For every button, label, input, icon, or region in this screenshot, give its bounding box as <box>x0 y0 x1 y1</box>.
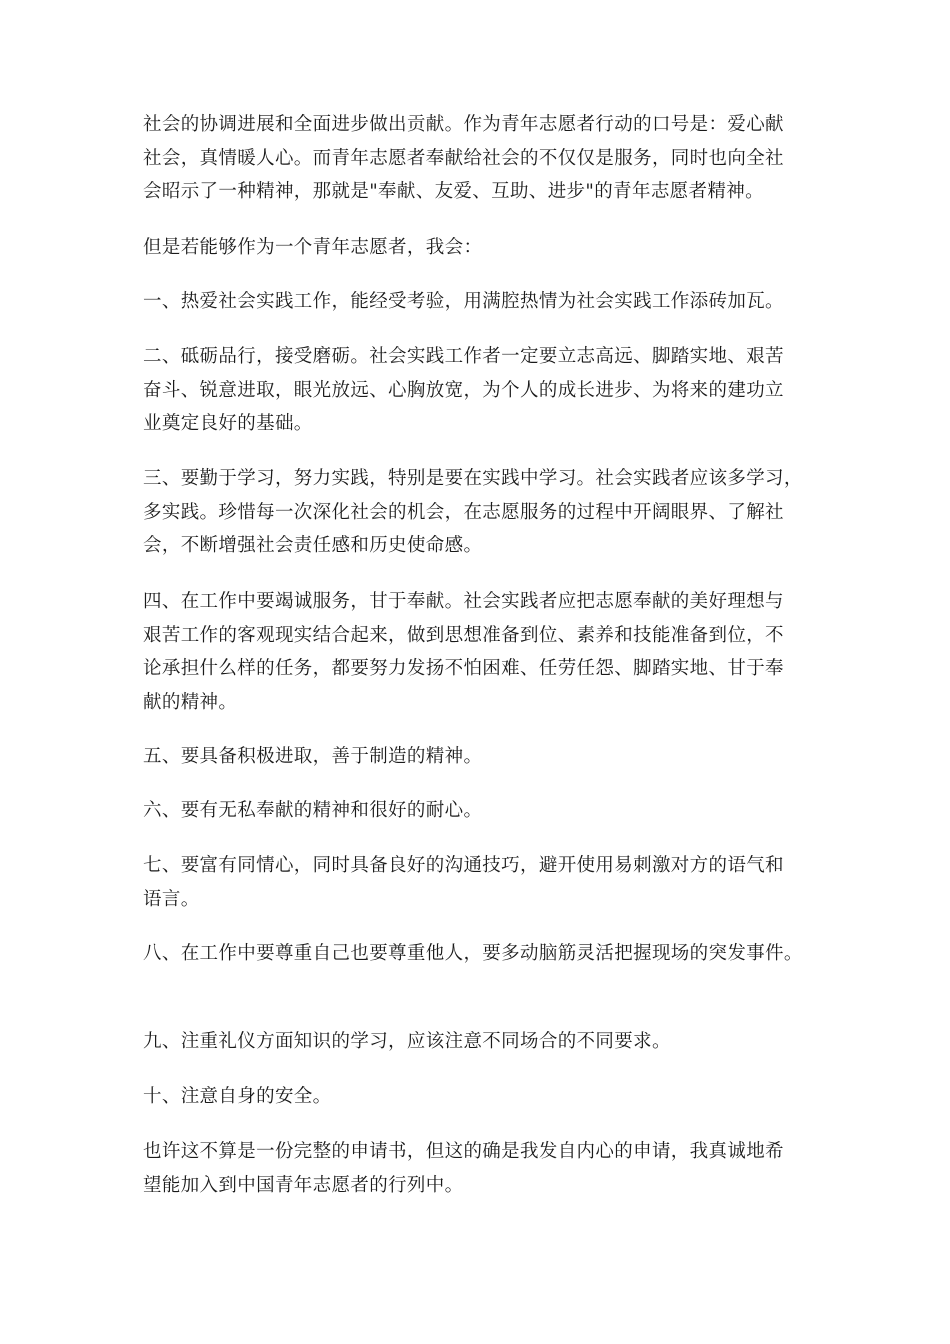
text-line: 五、要具备积极进取，善于制造的精神。 <box>143 746 483 767</box>
paragraph-item-3 <box>143 462 811 563</box>
paragraph-intro <box>143 108 811 209</box>
text-line: 艰苦工作的客观现实结合起来，做到思想准备到位、素养和技能准备到位，不 <box>143 624 784 646</box>
text-line: 十、注意自身的安全。 <box>143 1086 332 1107</box>
text-line: 望能加入到中国青年志愿者的行列中。 <box>143 1174 464 1196</box>
paragraph-item-4 <box>143 585 811 719</box>
text-line: 业奠定良好的基础。 <box>143 413 313 434</box>
paragraph-item-2 <box>143 340 811 441</box>
text-line: 六、要有无私奉献的精神和很好的耐心。 <box>143 800 483 821</box>
text-line: 语言。 <box>143 888 200 910</box>
text-line: 七、要富有同情心，同时具备良好的沟通技巧，避开使用易刺激对方的语气和 <box>143 855 784 876</box>
text-line: 会昭示了一种精神，那就是"奉献、友爱、互助、进步"的青年志愿者精神。 <box>143 181 764 202</box>
paragraph-item-5 <box>143 740 811 774</box>
text-line: 九、注重礼仪方面知识的学习，应该注意不同场合的不同要求。 <box>143 1031 671 1052</box>
paragraph-item-1 <box>143 285 811 319</box>
text-line: 献的精神。 <box>143 691 238 713</box>
text-line: 会，不断增强社会责任感和历史使命感。 <box>143 535 483 556</box>
paragraph-item-6 <box>143 794 811 828</box>
text-line: 四、在工作中要竭诚服务，甘于奉献。社会实践者应把志愿奉献的美好理想与 <box>143 591 784 612</box>
text-line: 社会的协调进展和全面进步做出贡献。作为青年志愿者行动的口号是：爱心献 <box>143 114 784 135</box>
text-line: 也许这不算是一份完整的申请书，但这的确是我发自内心的申请，我真诚地希 <box>143 1141 784 1162</box>
text-line: 但是若能够作为一个青年志愿者，我会： <box>143 237 483 258</box>
text-line: 奋斗、锐意进取，眼光放远、心胸放宽，为个人的成长进步、为将来的建功立 <box>143 379 784 401</box>
paragraph-closing <box>143 1135 811 1202</box>
text-line: 八、在工作中要尊重自己也要尊重他人，要多动脑筋灵活把握现场的突发事件。 <box>143 943 803 964</box>
text-line: 三、要勤于学习，努力实践，特别是要在实践中学习。社会实践者应该多学习， <box>143 468 803 489</box>
text-line: 论承担什么样的任务，都要努力发扬不怕困难、任劳任怨、脚踏实地、甘于奉 <box>143 658 784 679</box>
text-line: 二、砥砺品行，接受磨砺。社会实践工作者一定要立志高远、脚踏实地、艰苦 <box>143 346 784 367</box>
text-line: 社会，真情暖人心。而青年志愿者奉献给社会的不仅仅是服务，同时也向全社 <box>143 147 784 169</box>
paragraph-lead-in <box>143 231 811 265</box>
paragraph-item-10 <box>143 1080 811 1114</box>
text-line: 多实践。珍惜每一次深化社会的机会，在志愿服务的过程中开阔眼界、了解社 <box>143 501 784 523</box>
paragraph-item-9 <box>143 1025 811 1059</box>
paragraph-item-8 <box>143 937 811 971</box>
text-line: 一、热爱社会实践工作，能经受考验，用满腔热情为社会实践工作添砖加瓦。 <box>143 291 784 312</box>
paragraph-item-7 <box>143 849 811 916</box>
